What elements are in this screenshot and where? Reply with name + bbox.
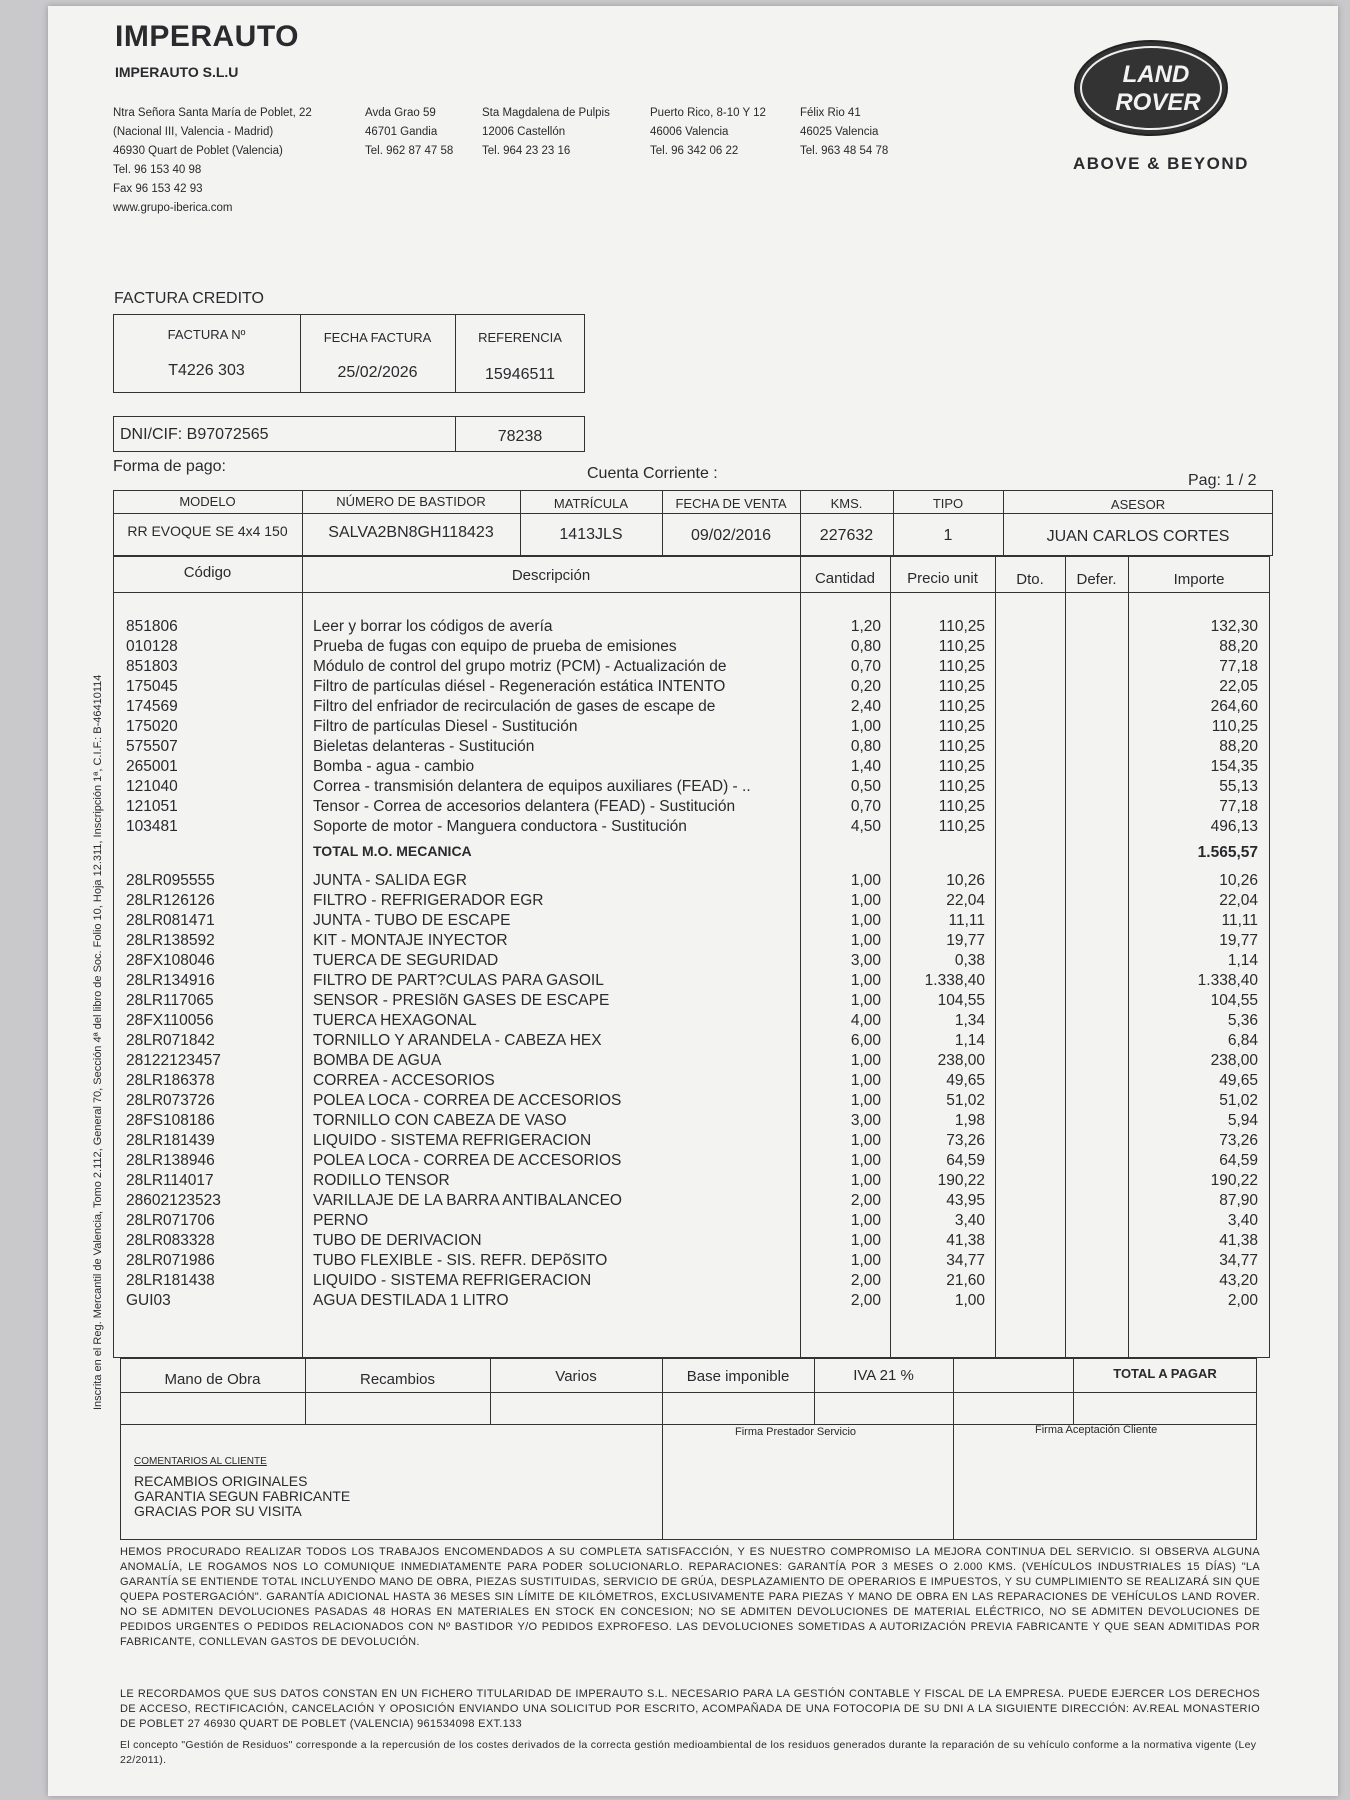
line-unit-price: 110,25 (938, 818, 985, 835)
total-labor-label: Mano de Obra (164, 1371, 261, 1388)
vat-label: IVA 21 % (853, 1367, 914, 1384)
line-quantity: 3,00 (850, 1112, 881, 1129)
line-quantity: 2,00 (850, 1272, 881, 1289)
line-unit-price: 110,25 (938, 798, 985, 815)
quantity-column (805, 617, 881, 1311)
line-description: POLEA LOCA - CORREA DE ACCESORIOS (313, 1152, 622, 1169)
line-quantity: 1,00 (850, 912, 881, 929)
vehicle-header-kms: KMS. (830, 496, 863, 511)
line-unit-price: 41,38 (946, 1232, 985, 1249)
line-unit-price: 110,25 (938, 738, 985, 755)
line-amount: 88,20 (1219, 638, 1258, 655)
land-rover-logo (1072, 38, 1230, 138)
line-unit-price: 43,95 (946, 1192, 985, 1209)
line-description: RODILLO TENSOR (313, 1172, 450, 1189)
client-signature-label: Firma Aceptación Cliente (1035, 1424, 1158, 1436)
unit-price-column (895, 617, 985, 1311)
vehicle-model: RR EVOQUE SE 4x4 150 (127, 523, 288, 539)
line-description: PERNO (313, 1212, 369, 1229)
line-amount: 88,20 (1219, 738, 1258, 755)
line-amount: 190,22 (1210, 1172, 1258, 1189)
line-unit-price: 110,25 (938, 778, 985, 795)
line-unit-price: 110,25 (938, 678, 985, 695)
line-quantity: 4,50 (850, 818, 881, 835)
line-unit-price: 238,00 (937, 1052, 985, 1069)
description-column (313, 617, 798, 1311)
dni-cif: DNI/CIF: B97072565 (120, 426, 269, 443)
line-description: BOMBA DE AGUA (313, 1052, 442, 1069)
vehicle-advisor: JUAN CARLOS CORTES (1046, 528, 1230, 545)
line-quantity: 1,00 (850, 992, 881, 1009)
invoice-date-label: FECHA FACTURA (323, 330, 432, 345)
col-code: Código (183, 564, 232, 581)
line-code: 28LR095555 (126, 872, 215, 889)
line-code: 175020 (126, 718, 178, 735)
invoice-number-label: FACTURA Nº (167, 327, 246, 342)
line-quantity: 1,00 (850, 1132, 881, 1149)
line-amount: 238,00 (1210, 1052, 1258, 1069)
line-code: 575507 (126, 738, 178, 755)
line-quantity: 1,00 (850, 1052, 881, 1069)
line-code: 851806 (126, 618, 178, 635)
line-code: 28LR126126 (126, 892, 215, 909)
line-code: 28LR071842 (126, 1032, 215, 1049)
line-quantity: 1,00 (850, 892, 881, 909)
line-description: Bieletas delanteras - Sustitución (313, 738, 535, 755)
line-unit-price: 1,98 (954, 1112, 985, 1129)
line-quantity: 1,40 (850, 758, 881, 775)
line-amount: 104,55 (1210, 992, 1258, 1009)
line-description: Filtro de partículas diésel - Regeneración estática INTENTO (313, 678, 726, 695)
line-amount: 77,18 (1219, 658, 1258, 675)
branch-valencia-1: Puerto Rico, 8-10 Y 12 46006 Valencia Tel. 96 342 06 22 (650, 107, 766, 157)
line-description: AGUA DESTILADA 1 LITRO (313, 1292, 509, 1309)
line-code: 28FS108186 (126, 1112, 215, 1129)
line-amount: 5,36 (1227, 1012, 1258, 1029)
line-unit-price: 21,60 (946, 1272, 985, 1289)
client-code: 78238 (497, 428, 543, 445)
legal-conditions: HEMOS PROCURADO REALIZAR TODOS LOS TRABAJOS ENCOMENDADOS A SU COMPLETA SATISFACCIÓN, Y ES NUESTRO COMPROMISO LA MEJORA CONTINUA DEL SERVICIO. SI OBSERVA ALGUNA ANOMALÍA, LE ROGAMOS NOS LO COMUNIQUE INMEDIATAMENTE PARA PODER SOLUCIONARLO. REPARACIONES: GARANTÍA POR 3 MESES O 2.000 KMS. (VEHÍCULOS INDUSTRIALES 15 DÍAS) "LA GARANTÍA SE ENTIENDE TOTAL INCLUYENDO MANO DE OBRA, PIEZAS SUSTITUIDAS, SERVICIO DE GRÚA, DESPLAZAMIENTO DE OPERARIOS E IMPUESTOS, Y SU CUMPLIMIENTO SE REALIZARÁ SIN QUE QUEPA POSTERGACIÓN". GARANTÍA ADICIONAL HASTA 36 MESES SIN LÍMITE DE KILÓMETROS, EXCLUSIVAMENTE PARA PIEZAS Y MANO DE OBRA EN LAS REPARACIONES DE VEHÍCULOS LAND ROVER. NO SE ADMITEN DEVOLUCIONES PASADAS 48 HORAS EN MATERIALES EN STOCK EN CONCESION; NO SE ADMITEN DEVOLUCIONES DE MATERIAL ELÉCTRICO, NO SE ADMITEN DEVOLUCIONES DE PEDIDOS URGENTES O PEDIDOS RELACIONADOS CON Nº BASTIDOR Y/O PEDIDOS EXPROFESO. LAS DEVOLUCIONES SOMETIDAS A AUTORIZACIÓN PREVIA FABRICANTE Y QUE SEAN ADMITIDAS POR FABRICANTE, CONLLEVAN GASTOS DE DEVOLUCIÓN. (120, 1546, 1260, 1648)
vehicle-header-advisor: ASESOR (1110, 497, 1166, 512)
line-code: 28LR071706 (126, 1212, 215, 1229)
line-description: Soporte de motor - Manguera conductora - Sustitución (313, 818, 687, 835)
line-unit-price: 1,00 (954, 1292, 985, 1309)
col-description: Descripción (511, 567, 591, 584)
line-amount: 51,02 (1219, 1092, 1258, 1109)
line-quantity: 0,70 (850, 798, 881, 815)
labor-total-label: TOTAL M.O. MECANICA (313, 843, 472, 859)
line-description: JUNTA - SALIDA EGR (313, 872, 467, 889)
line-quantity: 1,00 (850, 872, 881, 889)
line-amount: 6,84 (1227, 1032, 1258, 1049)
col-quantity: Cantidad (814, 570, 876, 587)
vehicle-sale-date: 09/02/2016 (690, 527, 772, 544)
line-amount: 87,90 (1219, 1192, 1258, 1209)
comments-title: COMENTARIOS AL CLIENTE (134, 1456, 267, 1467)
line-code: 28LR181438 (126, 1272, 215, 1289)
line-amount: 5,94 (1227, 1112, 1258, 1129)
branch-gandia: Avda Grao 59 46701 Gandia Tel. 962 87 47 58 (365, 107, 454, 157)
line-unit-price: 110,25 (938, 758, 985, 775)
page-number: Pag: 1 / 2 (1188, 472, 1257, 489)
line-amount: 43,20 (1219, 1272, 1258, 1289)
line-code: 121051 (126, 798, 178, 815)
line-amount: 22,04 (1219, 892, 1258, 909)
vehicle-header-vin: NÚMERO DE BASTIDOR (336, 494, 486, 509)
line-quantity: 0,50 (850, 778, 881, 795)
line-amount: 10,26 (1219, 872, 1258, 889)
vehicle-vin: SALVA2BN8GH118423 (328, 524, 494, 541)
line-code: 28602123523 (126, 1192, 221, 1209)
line-code: 174569 (126, 698, 178, 715)
line-code: 28LR083328 (126, 1232, 215, 1249)
labor-total-amount: 1.565,57 (1197, 844, 1258, 861)
line-amount: 19,77 (1219, 932, 1258, 949)
line-amount: 264,60 (1210, 698, 1258, 715)
line-description: SENSOR - PRESIõN GASES DE ESCAPE (313, 992, 610, 1009)
amount-column (1135, 617, 1258, 1311)
line-unit-price: 1,34 (954, 1012, 985, 1029)
line-amount: 110,25 (1211, 718, 1258, 735)
line-amount: 64,59 (1219, 1152, 1258, 1169)
total-misc-label: Varios (555, 1368, 597, 1385)
line-unit-price: 3,40 (954, 1212, 985, 1229)
col-unit-price: Precio unit (907, 570, 978, 587)
line-quantity: 1,00 (850, 1152, 881, 1169)
line-description: LIQUIDO - SISTEMA REFRIGERACION (313, 1272, 592, 1289)
line-quantity: 2,00 (850, 1292, 881, 1309)
line-description: Filtro de partículas Diesel - Sustitución (313, 718, 578, 735)
col-discount: Dto. (1016, 571, 1044, 588)
total-parts-label: Recambios (359, 1371, 436, 1388)
line-amount: 55,13 (1219, 778, 1258, 795)
line-unit-price: 73,26 (946, 1132, 985, 1149)
line-quantity (805, 837, 881, 865)
line-code: GUI03 (126, 1292, 171, 1309)
line-code: 28122123457 (126, 1052, 221, 1069)
line-unit-price: 0,38 (954, 952, 985, 969)
line-amount: 2,00 (1227, 1292, 1258, 1309)
line-quantity: 1,00 (850, 1092, 881, 1109)
line-code: 28LR117065 (126, 992, 214, 1009)
company-legal-name: IMPERAUTO S.L.U (115, 64, 239, 80)
line-amount: 11,11 (1221, 912, 1258, 929)
col-deferred: Defer. (1076, 571, 1117, 588)
vehicle-header-model: MODELO (179, 494, 236, 509)
privacy-notice: LE RECORDAMOS QUE SUS DATOS CONSTAN EN UN FICHERO TITULARIDAD DE IMPERAUTO S.L. NECESARIO PARA LA GESTIÓN CONTABLE Y FISCAL DE LA EMPRESA. PUEDE EJERCER LOS DERECHOS DE ACCESO, RECTIFICACIÓN, CANCELACIÓN Y OPOSICIÓN ENVIANDO UNA SOLICITUD POR ESCRITO, ACOMPAÑADA DE UNA FOTOCOPIA DE SU DNI A LA SIGUIENTE DIRECCIÓN: AV.REAL MONASTERIO DE POBLET 27 46930 QUART DE POBLET (VALENCIA) 961534098 EXT.133 (120, 1688, 1260, 1730)
line-amount: 132,30 (1210, 618, 1258, 635)
line-description: Prueba de fugas con equipo de prueba de emisiones (313, 638, 677, 655)
line-description: TUBO DE DERIVACION (313, 1232, 482, 1249)
invoice-date: 25/02/2026 (337, 364, 418, 381)
provider-signature-label: Firma Prestador Servicio (735, 1426, 857, 1438)
line-amount: 34,77 (1219, 1252, 1258, 1269)
vehicle-type: 1 (943, 527, 953, 544)
line-code: 265001 (126, 758, 178, 775)
line-code: 175045 (126, 678, 178, 695)
line-unit-price: 104,55 (937, 992, 985, 1009)
line-description: Bomba - agua - cambio (313, 758, 475, 775)
line-unit-price: 49,65 (946, 1072, 985, 1089)
total-to-pay-label: TOTAL A PAGAR (1113, 1366, 1217, 1381)
line-description: POLEA LOCA - CORREA DE ACCESORIOS (313, 1092, 622, 1109)
vehicle-kms: 227632 (819, 527, 874, 544)
line-code: 28LR134916 (126, 972, 215, 989)
company-name: IMPERAUTO (115, 20, 299, 53)
line-unit-price: 110,25 (938, 698, 985, 715)
line-amount: 73,26 (1219, 1132, 1258, 1149)
line-unit-price: 1,14 (954, 1032, 985, 1049)
line-code: 28LR114017 (126, 1172, 214, 1189)
line-amount: 77,18 (1219, 798, 1258, 815)
line-quantity: 1,00 (850, 1172, 881, 1189)
line-amount: 496,13 (1210, 818, 1258, 835)
line-unit-price: 110,25 (938, 658, 985, 675)
line-quantity: 1,00 (850, 1252, 881, 1269)
line-quantity: 0,20 (850, 678, 881, 695)
main-address: Ntra Señora Santa María de Poblet, 22 (Nacional III, Valencia - Madrid) 46930 Quart de Poblet (Valencia) Tel. 96 153 40 98 Fax 96 153 42 93 www.grupo-iberica.com (113, 107, 312, 214)
branch-castellon: Sta Magdalena de Pulpis 12006 Castellón Tel. 964 23 23 16 (482, 107, 610, 157)
reference-label: REFERENCIA (478, 330, 562, 345)
line-description: JUNTA - TUBO DE ESCAPE (313, 912, 511, 929)
line-unit-price: 19,77 (946, 932, 985, 949)
line-description: Filtro del enfriador de recirculación de gases de escape de (313, 698, 716, 715)
line-code (126, 837, 296, 865)
logo-word-rover: ROVER (1115, 89, 1201, 116)
line-quantity: 2,00 (850, 1192, 881, 1209)
line-description: VARILLAJE DE LA BARRA ANTIBALANCEO (313, 1192, 622, 1209)
line-unit-price: 10,26 (946, 872, 985, 889)
line-quantity: 1,00 (850, 1232, 881, 1249)
line-description: LIQUIDO - SISTEMA REFRIGERACION (313, 1132, 592, 1149)
line-quantity: 1,00 (850, 718, 881, 735)
line-description: TORNILLO CON CABEZA DE VASO (313, 1112, 567, 1129)
line-amount: 49,65 (1219, 1072, 1258, 1089)
line-quantity: 0,70 (850, 658, 881, 675)
registry-info: Inscrita en el Reg. Mercantil de Valencia, Tomo 2.112, General 70, Sección 4ª del libro de Soc. Folio 10, Hoja 12.311, Inscripción 1ª, C.I.F.: B-46410114 (92, 674, 104, 1410)
waste-notice: El concepto "Gestión de Residuos" corresponde a la repercusión de los costes derivados de la correcta gestión medioambiental de los residuos generados durante la reparación de su vehículo conforme a la normativa vigente (Ley 22/2011). (120, 1739, 1257, 1766)
line-quantity: 6,00 (850, 1032, 881, 1049)
invoice-number: T4226 303 (168, 362, 245, 379)
line-description: TORNILLO Y ARANDELA - CABEZA HEX (313, 1032, 602, 1049)
line-code: 28FX108046 (126, 952, 215, 969)
line-code: 121040 (126, 778, 178, 795)
line-quantity: 0,80 (850, 638, 881, 655)
line-description: Leer y borrar los códigos de avería (313, 618, 553, 635)
line-quantity: 1,00 (850, 932, 881, 949)
line-description: Módulo de control del grupo motriz (PCM) - Actualización de (313, 658, 727, 675)
line-description: KIT - MONTAJE INYECTOR (313, 932, 508, 949)
line-quantity: 1,00 (850, 1212, 881, 1229)
line-quantity: 1,20 (850, 618, 881, 635)
line-quantity: 2,40 (850, 698, 881, 715)
line-unit-price: 190,22 (937, 1172, 985, 1189)
line-code: 28LR138592 (126, 932, 215, 949)
line-code: 28LR138946 (126, 1152, 215, 1169)
line-quantity: 0,80 (850, 738, 881, 755)
line-unit-price: 11,11 (948, 912, 985, 929)
line-code: 28LR181439 (126, 1132, 215, 1149)
line-code: 28LR073726 (126, 1092, 215, 1109)
tagline: ABOVE & BEYOND (1073, 154, 1249, 173)
col-amount: Importe (1173, 571, 1225, 588)
comments-lines: RECAMBIOS ORIGINALES GARANTIA SEGUN FABRICANTE GRACIAS POR SU VISITA (134, 1473, 351, 1519)
line-description: Tensor - Correa de accesorios delantera (FEAD) - Sustitución (313, 798, 736, 815)
line-amount: 1,14 (1227, 952, 1258, 969)
line-amount: 3,40 (1227, 1212, 1258, 1229)
code-column (126, 617, 296, 1311)
line-quantity: 3,00 (850, 952, 881, 969)
line-unit-price: 64,59 (946, 1152, 985, 1169)
line-amount: 154,35 (1210, 758, 1258, 775)
vehicle-header-type: TIPO (932, 496, 964, 511)
line-description: TUERCA DE SEGURIDAD (313, 952, 499, 969)
line-unit-price: 22,04 (946, 892, 985, 909)
logo-word-land: LAND (1122, 61, 1190, 88)
line-code: 28LR186378 (126, 1072, 215, 1089)
line-description: CORREA - ACCESORIOS (313, 1072, 495, 1089)
line-unit-price: 1.338,40 (924, 972, 985, 989)
line-unit-price: 110,25 (938, 618, 985, 635)
line-quantity: 1,00 (850, 1072, 881, 1089)
vehicle-header-sale-date: FECHA DE VENTA (675, 496, 787, 511)
branch-valencia-2: Félix Rio 41 46025 Valencia Tel. 963 48 54 78 (800, 107, 889, 157)
line-quantity: 4,00 (850, 1012, 881, 1029)
line-description: FILTRO DE PART?CULAS PARA GASOIL (313, 972, 604, 989)
line-code: 010128 (126, 638, 178, 655)
line-unit-price: 110,25 (938, 718, 985, 735)
payment-label: Forma de pago: (113, 458, 226, 475)
line-unit-price: 34,77 (946, 1252, 985, 1269)
line-code: 103481 (126, 818, 178, 835)
vehicle-header-plate: MATRÍCULA (553, 496, 629, 511)
line-unit-price (895, 837, 985, 865)
line-description: FILTRO - REFRIGERADOR EGR (313, 892, 544, 909)
document-type: FACTURA CREDITO (114, 290, 264, 307)
payment-method: Cuenta Corriente : (587, 465, 718, 482)
line-code: 28LR071986 (126, 1252, 215, 1269)
vehicle-plate: 1413JLS (559, 526, 623, 543)
line-code: 28FX110056 (126, 1012, 214, 1029)
line-description: Correa - transmisión delantera de equipos auxiliares (FEAD) - .. (313, 778, 751, 795)
line-unit-price: 51,02 (946, 1092, 985, 1109)
line-unit-price: 110,25 (938, 638, 985, 655)
line-description: TUBO FLEXIBLE - SIS. REFR. DEPõSITO (313, 1252, 608, 1269)
line-amount: 41,38 (1219, 1232, 1258, 1249)
reference-number: 15946511 (485, 366, 555, 383)
line-amount: 1.338,40 (1197, 972, 1258, 989)
line-amount: 22,05 (1219, 678, 1258, 695)
line-code: 851803 (126, 658, 178, 675)
line-description: TUERCA HEXAGONAL (313, 1012, 477, 1029)
taxable-base-label: Base imponible (686, 1368, 790, 1385)
line-quantity: 1,00 (850, 972, 881, 989)
line-code: 28LR081471 (126, 912, 215, 929)
